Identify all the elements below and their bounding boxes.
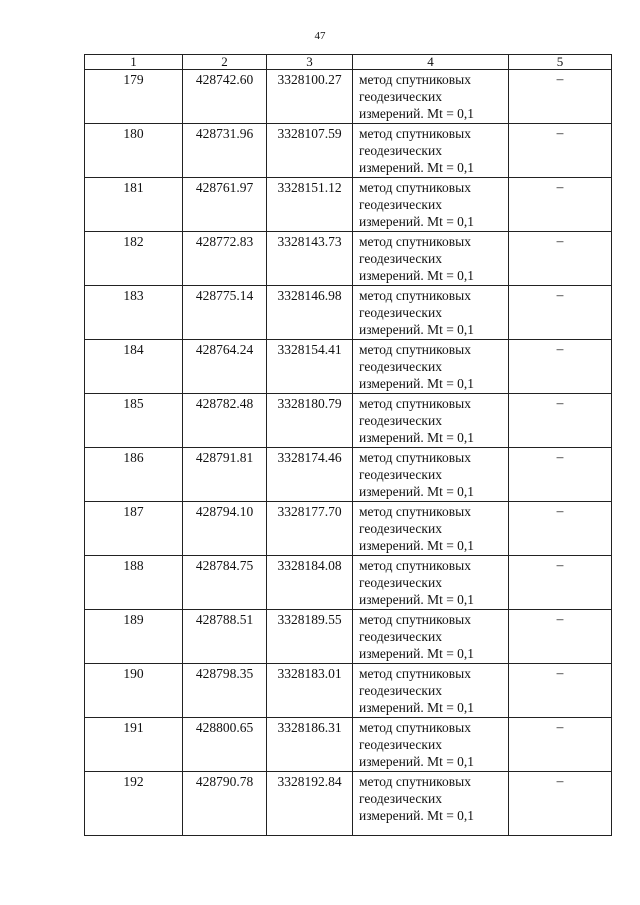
x-coordinate-cell: 428742.60: [183, 70, 267, 124]
y-coordinate-cell: 3328192.84: [267, 772, 353, 836]
x-coordinate-cell: 428772.83: [183, 232, 267, 286]
method-cell: [353, 448, 509, 502]
point-number-cell: 182: [85, 232, 183, 286]
method-text-line: геодезических: [359, 359, 442, 374]
point-number-cell: 181: [85, 178, 183, 232]
table-row: [85, 340, 612, 394]
point-number-cell: 191: [85, 718, 183, 772]
table-row: [85, 178, 612, 232]
y-coordinate-cell: 3328107.59: [267, 124, 353, 178]
x-coordinate-cell: 428782.48: [183, 394, 267, 448]
method-cell: [353, 718, 509, 772]
x-coordinate-cell: 428791.81: [183, 448, 267, 502]
y-coordinate-cell: 3328174.46: [267, 448, 353, 502]
x-coordinate-cell: 428788.51: [183, 610, 267, 664]
method-text-line: метод спутниковых: [359, 126, 471, 141]
y-coordinate-cell: 3328189.55: [267, 610, 353, 664]
y-coordinate-cell: 3328151.12: [267, 178, 353, 232]
x-coordinate-cell: 428761.97: [183, 178, 267, 232]
accuracy-cell: –: [509, 718, 612, 772]
point-number-cell: 179: [85, 70, 183, 124]
method-text-line: метод спутниковых: [359, 234, 471, 249]
table-header: [85, 55, 612, 70]
accuracy-cell: –: [509, 124, 612, 178]
y-coordinate-cell: 3328146.98: [267, 286, 353, 340]
table-row: [85, 448, 612, 502]
method-text-line: измерений. Mt = 0,1: [359, 592, 475, 607]
table-row: [85, 124, 612, 178]
method-text-line: метод спутниковых: [359, 72, 471, 87]
accuracy-cell: –: [509, 340, 612, 394]
method-cell: [353, 124, 509, 178]
y-coordinate-cell: 3328143.73: [267, 232, 353, 286]
method-text-line: метод спутниковых: [359, 504, 471, 519]
y-coordinate-cell: 3328180.79: [267, 394, 353, 448]
table-row: [85, 502, 612, 556]
method-text-line: геодезических: [359, 89, 442, 104]
method-text-line: измерений. Mt = 0,1: [359, 484, 475, 499]
accuracy-cell: –: [509, 448, 612, 502]
method-cell: [353, 394, 509, 448]
accuracy-cell: –: [509, 664, 612, 718]
method-text-line: измерений. Mt = 0,1: [359, 268, 475, 283]
y-coordinate-cell: 3328183.01: [267, 664, 353, 718]
header-col-5: 5: [509, 55, 612, 70]
method-text-line: метод спутниковых: [359, 666, 471, 681]
method-text-line: измерений. Mt = 0,1: [359, 430, 475, 445]
point-number-cell: 183: [85, 286, 183, 340]
method-cell: [353, 232, 509, 286]
x-coordinate-cell: 428784.75: [183, 556, 267, 610]
method-text-line: измерений. Mt = 0,1: [359, 160, 475, 175]
x-coordinate-cell: 428764.24: [183, 340, 267, 394]
point-number-cell: 185: [85, 394, 183, 448]
x-coordinate-cell: 428794.10: [183, 502, 267, 556]
accuracy-cell: –: [509, 502, 612, 556]
accuracy-cell: –: [509, 178, 612, 232]
x-coordinate-cell: 428800.65: [183, 718, 267, 772]
point-number-cell: 192: [85, 772, 183, 836]
method-text-line: геодезических: [359, 251, 442, 266]
method-cell: [353, 70, 509, 124]
accuracy-cell: –: [509, 772, 612, 836]
x-coordinate-cell: 428798.35: [183, 664, 267, 718]
table-row: [85, 286, 612, 340]
method-cell: [353, 178, 509, 232]
header-col-2: 2: [183, 55, 267, 70]
x-coordinate-cell: 428775.14: [183, 286, 267, 340]
method-text-line: измерений. Mt = 0,1: [359, 214, 475, 229]
table-row: [85, 664, 612, 718]
point-number-cell: 186: [85, 448, 183, 502]
method-text-line: геодезических: [359, 629, 442, 644]
method-text-line: метод спутниковых: [359, 288, 471, 303]
point-number-cell: 187: [85, 502, 183, 556]
method-text-line: геодезических: [359, 413, 442, 428]
method-cell: [353, 556, 509, 610]
accuracy-cell: –: [509, 70, 612, 124]
method-cell: [353, 664, 509, 718]
method-text-line: геодезических: [359, 575, 442, 590]
method-text-line: измерений. Mt = 0,1: [359, 106, 475, 121]
method-text-line: метод спутниковых: [359, 450, 471, 465]
accuracy-cell: –: [509, 286, 612, 340]
method-text-line: метод спутниковых: [359, 396, 471, 411]
method-text-line: измерений. Mt = 0,1: [359, 700, 475, 715]
method-text-line: метод спутниковых: [359, 774, 471, 789]
y-coordinate-cell: 3328177.70: [267, 502, 353, 556]
y-coordinate-cell: 3328184.08: [267, 556, 353, 610]
method-text-line: метод спутниковых: [359, 612, 471, 627]
table-row: [85, 772, 612, 836]
header-col-4: 4: [353, 55, 509, 70]
table-row: [85, 394, 612, 448]
table-row: [85, 232, 612, 286]
page-number: 47: [314, 30, 326, 42]
accuracy-cell: –: [509, 394, 612, 448]
method-cell: [353, 772, 509, 836]
method-text-line: измерений. Mt = 0,1: [359, 538, 475, 553]
table-row: [85, 610, 612, 664]
method-text-line: измерений. Mt = 0,1: [359, 322, 475, 337]
method-text-line: метод спутниковых: [359, 558, 471, 573]
method-text-line: геодезических: [359, 683, 442, 698]
method-text-line: измерений. Mt = 0,1: [359, 754, 475, 769]
method-text-line: метод спутниковых: [359, 720, 471, 735]
method-text-line: метод спутниковых: [359, 180, 471, 195]
method-text-line: геодезических: [359, 467, 442, 482]
method-text-line: геодезических: [359, 521, 442, 536]
y-coordinate-cell: 3328154.41: [267, 340, 353, 394]
method-cell: [353, 502, 509, 556]
method-text-line: метод спутниковых: [359, 342, 471, 357]
accuracy-cell: –: [509, 232, 612, 286]
method-cell: [353, 610, 509, 664]
method-text-line: геодезических: [359, 791, 442, 806]
method-cell: [353, 340, 509, 394]
table-row: [85, 556, 612, 610]
accuracy-cell: –: [509, 556, 612, 610]
header-col-1: 1: [85, 55, 183, 70]
y-coordinate-cell: 3328100.27: [267, 70, 353, 124]
method-text-line: геодезических: [359, 305, 442, 320]
table-row: [85, 718, 612, 772]
method-text-line: измерений. Mt = 0,1: [359, 808, 475, 823]
header-row: [85, 55, 612, 70]
point-number-cell: 184: [85, 340, 183, 394]
accuracy-cell: –: [509, 610, 612, 664]
method-text-line: измерений. Mt = 0,1: [359, 376, 475, 391]
method-text-line: геодезических: [359, 737, 442, 752]
header-col-3: 3: [267, 55, 353, 70]
x-coordinate-cell: 428731.96: [183, 124, 267, 178]
y-coordinate-cell: 3328186.31: [267, 718, 353, 772]
table-body: [85, 70, 612, 836]
method-text-line: измерений. Mt = 0,1: [359, 646, 475, 661]
point-number-cell: 189: [85, 610, 183, 664]
method-text-line: геодезических: [359, 143, 442, 158]
table-row: [85, 70, 612, 124]
point-number-cell: 180: [85, 124, 183, 178]
x-coordinate-cell: 428790.78: [183, 772, 267, 836]
coordinates-table: [84, 54, 612, 836]
point-number-cell: 190: [85, 664, 183, 718]
point-number-cell: 188: [85, 556, 183, 610]
method-cell: [353, 286, 509, 340]
method-text-line: геодезических: [359, 197, 442, 212]
